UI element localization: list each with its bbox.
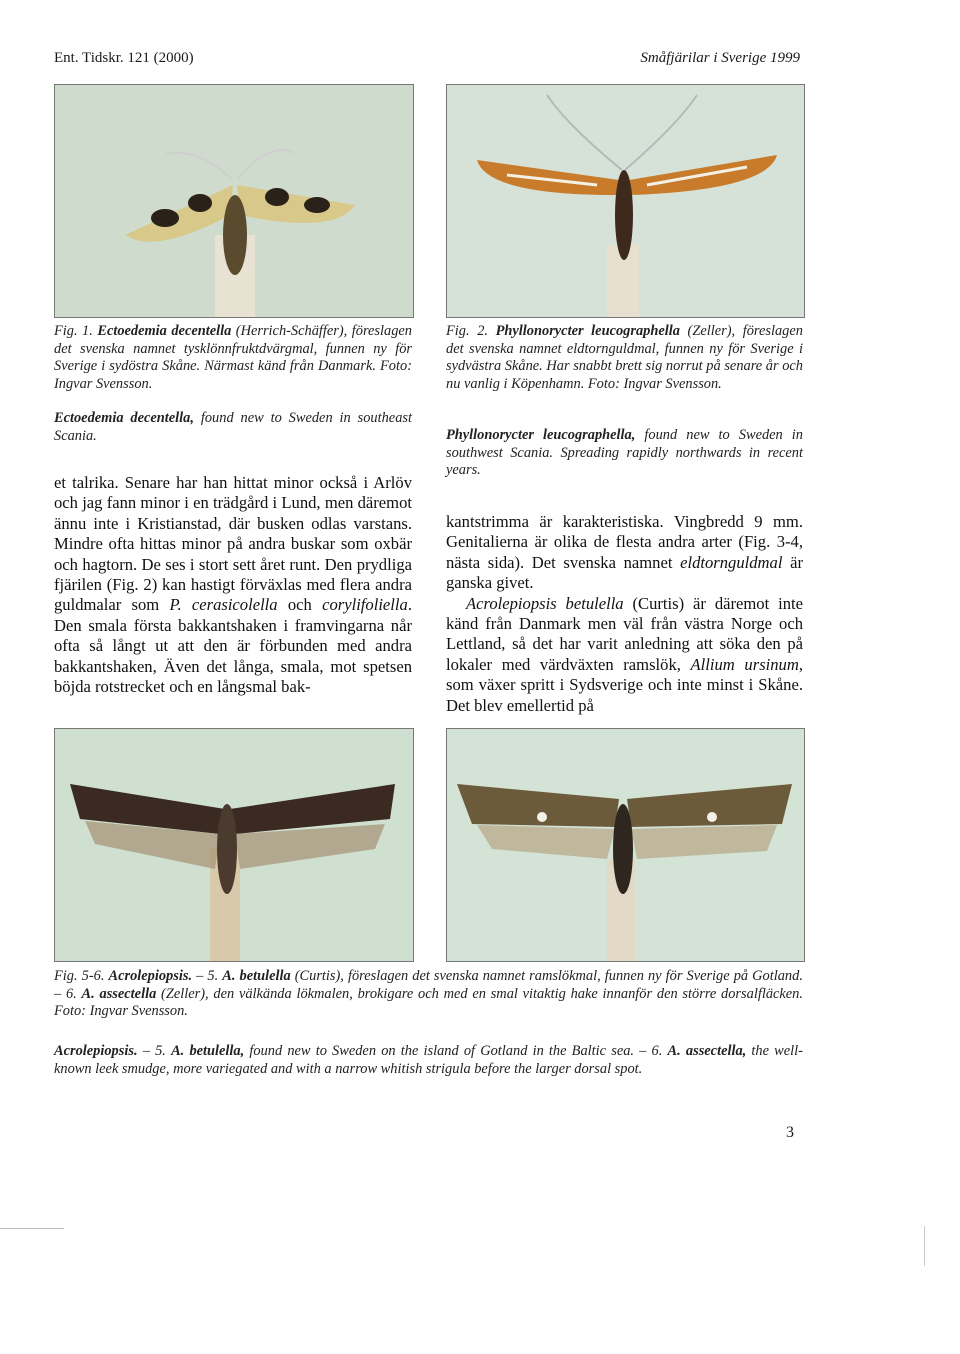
left-text-1: et talrika. Senare har han hittat minor också i Arlöv och jag fann minor i en trädgård i Lund, men däremot ännu inte i Kristianstad, där busken odlas varstans. Mindre ofta hittas minor på andra buskar som oxbär och hagtorn. De ses i stort sett året runt. Den prydliga fjärilen (Fig. 2) kan hastigt förväxlas med flera andra guldmalar som — [54, 473, 412, 615]
right-text-3: (Curtis) är däremot inte känd från Danmark men väl från västra Norge och Lettland, så det har varit anledning att söka den på lokaler med värdväxten ramslök, — [446, 593, 803, 674]
fig56-text5: föreslagen det svenska namnet ramslökmal, funnen ny för Sverige på Gotland. — [347, 968, 803, 984]
fig56-caption — [54, 968, 803, 1021]
species-allium-ursinum: Allium ursinum — [690, 654, 799, 674]
fig56-label: Fig. 5-6. — [54, 968, 105, 984]
name-eldtornguldmal: eldtornguldmal — [680, 552, 783, 572]
left-column-text — [54, 473, 412, 697]
left-text-3: . Den smala första bakkantshaken i framvingarna når ofta så långt ut att den är förbunden med andra bakkantshaken, Även det långa, smala, mot spetsen böjda rotstrecket och en långsmal bak- — [54, 595, 412, 697]
running-title: Småfjärilar i Sverige 1999 — [640, 50, 800, 66]
fig2-authority: (Zeller), — [687, 323, 736, 339]
moth-acrolepiopsis-betulella-image — [55, 729, 413, 961]
fig1-caption — [54, 323, 412, 393]
fig1-english-caption — [54, 410, 412, 445]
crop-line-horizontal — [0, 1228, 64, 1229]
fig56-en-species5: A. betulella, — [171, 1043, 245, 1059]
fig1-species: Ectoedemia decentella — [97, 323, 232, 339]
fig1-authority: (Herrich-Schäffer), — [235, 323, 348, 339]
fig1-swedish-text: föreslagen det svenska namnet tysklönnfruktdvärgmal, funnen ny för Sverige i sydöstra Skåne. Närmast känd från Danmark. Foto: Ingvar Svensson. — [54, 323, 412, 392]
fig56-genus: Acrolepiopsis. — [108, 968, 193, 984]
right-text-4: , som växer spritt i Sydsverige och inte minst i Skåne. Det blev emellertid på — [446, 654, 803, 715]
species-cerasicolella: P. cerasicolella — [169, 595, 278, 615]
fig56-en-dash2: – 6. — [639, 1043, 663, 1059]
fig1-english-text: found new to Sweden in southeast Scania. — [54, 410, 412, 444]
fig56-en-genus: Acrolepiopsis. — [54, 1043, 138, 1059]
moth-phyllonorycter-image — [447, 85, 804, 317]
fig56-species5: A. betulella — [222, 968, 291, 984]
fig6-photo — [446, 728, 805, 962]
right-text-2: är ganska givet. — [446, 552, 803, 593]
fig5-photo — [54, 728, 414, 962]
fig2-english-species: Phyllonorycter leucographella, — [446, 427, 636, 443]
fig56-en-species6: A. assectella, — [667, 1043, 747, 1059]
fig56-en-dash1: – 5. — [142, 1043, 166, 1059]
moth-ectoedemia-image — [55, 85, 413, 317]
fig2-photo — [446, 84, 805, 318]
fig56-en-text5: found new to Sweden on the island of Gotland in the Baltic sea. — [249, 1043, 635, 1059]
fig56-en-text6: the well-known leek smudge, more variegated and with a narrow whitish strigula before the larger dorsal spot. — [54, 1043, 803, 1077]
fig2-caption — [446, 323, 803, 393]
fig56-species6: A. assectella — [81, 985, 157, 1002]
fig56-dash2: – 6. — [54, 985, 77, 1002]
fig56-authority6: (Zeller), — [161, 985, 209, 1002]
fig2-species: Phyllonorycter leucographella — [495, 323, 680, 339]
fig56-dash1: – 5. — [196, 968, 219, 984]
fig1-label: Fig. 1. — [54, 323, 93, 339]
fig2-english-text: found new to Sweden in southwest Scania. Spreading rapidly northwards in recent years. — [446, 427, 803, 478]
fig1-english-species: Ectoedemia decentella, — [54, 410, 194, 426]
right-column-text — [446, 512, 803, 716]
fig56-authority5: (Curtis), — [294, 968, 344, 984]
fig56-english-caption — [54, 1043, 803, 1078]
moth-acrolepiopsis-assectella-image — [447, 729, 804, 961]
fig2-label: Fig. 2. — [446, 323, 488, 339]
page-number: 3 — [786, 1124, 794, 1141]
fig2-english-caption — [446, 427, 803, 480]
left-text-2: och — [287, 595, 312, 615]
species-acrolepiopsis-betulella: Acrolepiopsis betulella — [466, 593, 624, 613]
journal-header: Ent. Tidskr. 121 (2000) — [54, 50, 194, 66]
fig1-photo — [54, 84, 414, 318]
fig56-text6: den välkända lökmalen, brokigare och med en smal vitaktig hake innanför den större dorsalfläcken. Foto: Ingvar Svensson. — [54, 985, 803, 1019]
species-corylifoliella: corylifoliella — [322, 595, 408, 615]
fig2-swedish-text: föreslagen det svenska namnet eldtornguldmal, funnen ny för Sverige i sydvästra Skåne. Har snabbt brett sig norrut på senare år och nu vanlig i Köpenhamn. Foto: Ingvar Svensson. — [446, 323, 803, 392]
right-text-1: kantstrimma är karakteristiska. Vingbredd 9 mm. Genitalierna är olika de flesta andra arter (Fig. 3-4, nästa sida). Det svenska namnet — [446, 512, 803, 572]
crop-line-vertical — [924, 1226, 925, 1266]
